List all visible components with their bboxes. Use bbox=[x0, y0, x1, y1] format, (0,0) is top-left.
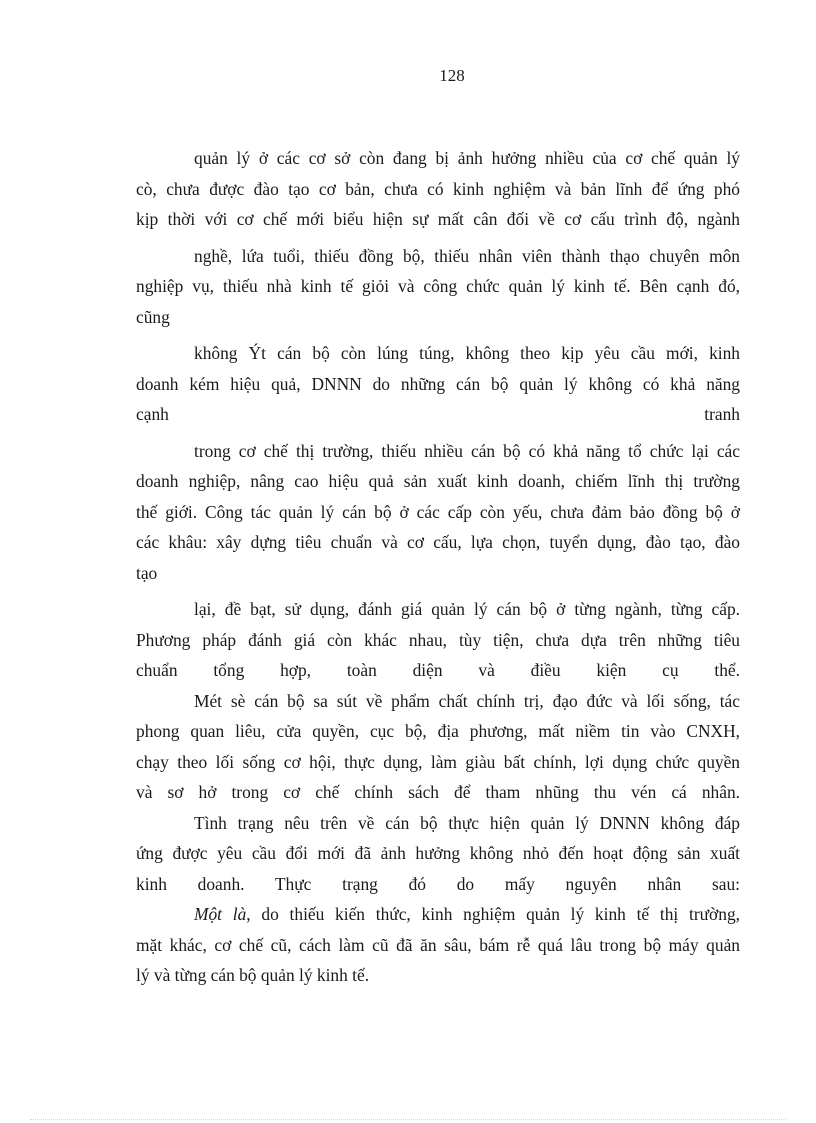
text-line: Mét sè cán bộ sa sút về phẩm chất chính trị, đạo đức và lối sống, tác bbox=[194, 690, 740, 711]
text-line: kịp thời với cơ chế mới biểu hiện sự mất cân đối về cơ cấu trình độ, ngành bbox=[136, 209, 740, 229]
text-line bbox=[136, 399, 740, 430]
line-rest: , do thiếu kiến thức, kinh nghiệm quản lý kinh tế thị trường, bbox=[246, 904, 740, 924]
text-line: nghề, lứa tuổi, thiếu đồng bộ, thiếu nhân viên thành thạo chuyên môn bbox=[194, 245, 740, 266]
text-line: phong quan liêu, cửa quyền, cục bộ, địa phương, mất niềm tin vào CNXH, bbox=[136, 721, 740, 741]
text-line: và sơ hở trong cơ chế chính sách để tham nhũng thu vén cá nhân. bbox=[136, 782, 740, 802]
text-line: cò, chưa được đào tạo cơ bản, chưa có kinh nghiệm và bản lĩnh để ứng phó bbox=[136, 178, 740, 199]
text-line: Phương pháp đánh giá còn khác nhau, tùy tiện, chưa dựa trên những tiêu bbox=[136, 629, 740, 650]
text-line: cũng bbox=[136, 306, 170, 327]
text-line: quản lý ở các cơ sở còn đang bị ảnh hưởng nhiều của cơ chế quản lý bbox=[194, 148, 740, 168]
text-line: doanh kém hiệu quả, DNNN do những cán bộ quản lý không có khả năng bbox=[136, 373, 740, 394]
body-text bbox=[136, 143, 740, 991]
page-number: 128 bbox=[439, 66, 465, 85]
text-line: không Ýt cán bộ còn lúng túng, không theo kịp yêu cầu mới, kinh bbox=[194, 343, 740, 363]
text-line: doanh nghiệp, nâng cao hiệu quả sản xuất kinh doanh, chiếm lĩnh thị trường bbox=[136, 471, 740, 491]
word-tranh: tranh bbox=[704, 404, 740, 424]
text-line: Tình trạng nêu trên về cán bộ thực hiện quản lý DNNN không đáp bbox=[194, 812, 740, 833]
text-line: chạy theo lối sống cơ hội, thực dụng, làm giàu bất chính, lợi dụng chức quyền bbox=[136, 751, 740, 772]
word-canh: cạnh bbox=[136, 404, 169, 424]
text-line: tạo bbox=[136, 562, 158, 583]
text-line: thế giới. Công tác quản lý cán bộ ở các cấp còn yếu, chưa đảm bảo đồng bộ ở bbox=[136, 501, 740, 522]
text-line: ứng được yêu cầu đổi mới đã ảnh hưởng không nhỏ đến hoạt động sản xuất bbox=[136, 843, 740, 863]
text-line: trong cơ chế thị trường, thiếu nhiều cán bộ có khả năng tổ chức lại các bbox=[194, 440, 740, 461]
italic-phrase: Một là bbox=[194, 904, 247, 924]
text-line: lại, đề bạt, sử dụng, đánh giá quản lý cán bộ ở từng ngành, từng cấp. bbox=[194, 599, 740, 619]
text-line: mặt khác, cơ chế cũ, cách làm cũ đã ăn sâu, bám rễ quá lâu trong bộ máy quản bbox=[136, 934, 740, 955]
page-bottom-divider bbox=[30, 1119, 786, 1120]
text-line: chuẩn tổng hợp, toàn diện và điều kiện cụ thể. bbox=[136, 660, 740, 680]
text-line: các khâu: xây dựng tiêu chuẩn và cơ cấu, lựa chọn, tuyển dụng, đào tạo, đào bbox=[136, 532, 740, 552]
text-line: kinh doanh. Thực trạng đó do mấy nguyên nhân sau: bbox=[136, 873, 740, 894]
text-line bbox=[136, 899, 740, 930]
text-line: lý và từng cán bộ quản lý kinh tế. bbox=[136, 965, 370, 985]
text-line: nghiệp vụ, thiếu nhà kinh tế giỏi và công chức quản lý kinh tế. Bên cạnh đó, bbox=[136, 276, 740, 296]
